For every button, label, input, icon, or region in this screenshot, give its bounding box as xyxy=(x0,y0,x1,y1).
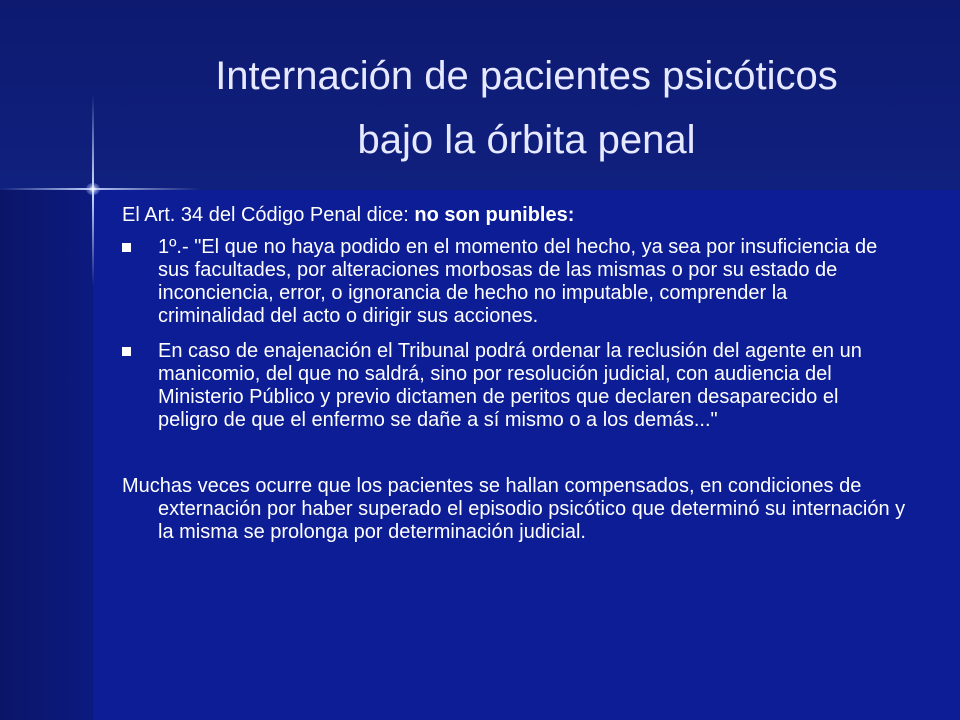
intro-bold: no son punibles: xyxy=(414,204,575,226)
square-bullet-icon xyxy=(122,347,131,356)
bullet-item xyxy=(122,340,898,432)
square-bullet-icon xyxy=(122,243,131,252)
title-line-1: Internación de pacientes psicóticos xyxy=(215,54,838,98)
closing-paragraph: Muchas veces ocurre que los pacientes se hallan compensados, en condiciones de externación por haber superado el episodio psicótico que determinó su internación y la misma se prolonga por determinación judicial. xyxy=(122,475,906,543)
sparkle-icon xyxy=(86,183,100,195)
bullet-text: 1º.- "El que no haya podido en el momento del hecho, ya sea por insuficiencia de sus facultades, por alteraciones morbosas de las mismas o por su estado de inconciencia, error, o ignorancia de hecho no imputable, comprender la criminalidad del acto o dirigir sus acciones. xyxy=(158,236,878,327)
slide-body xyxy=(122,204,912,544)
intro-paragraph xyxy=(122,204,912,227)
intro-text: El Art. 34 del Código Penal dice: xyxy=(122,204,415,226)
bullet-item xyxy=(122,236,898,328)
title-line-2: bajo la órbita penal xyxy=(357,118,696,162)
bullet-text: En caso de enajenación el Tribunal podrá ordenar la reclusión del agente en un manicomio, del que no saldrá, sino por resolución judicial, con audiencia del Ministerio Público y previo dictamen de peritos que declaren desaparecido el peligro de que el enfermo se dañe a sí mismo o a los demás..." xyxy=(158,340,862,431)
slide-title xyxy=(93,44,960,172)
left-band xyxy=(0,190,93,720)
sparkle-horizontal xyxy=(0,188,200,190)
